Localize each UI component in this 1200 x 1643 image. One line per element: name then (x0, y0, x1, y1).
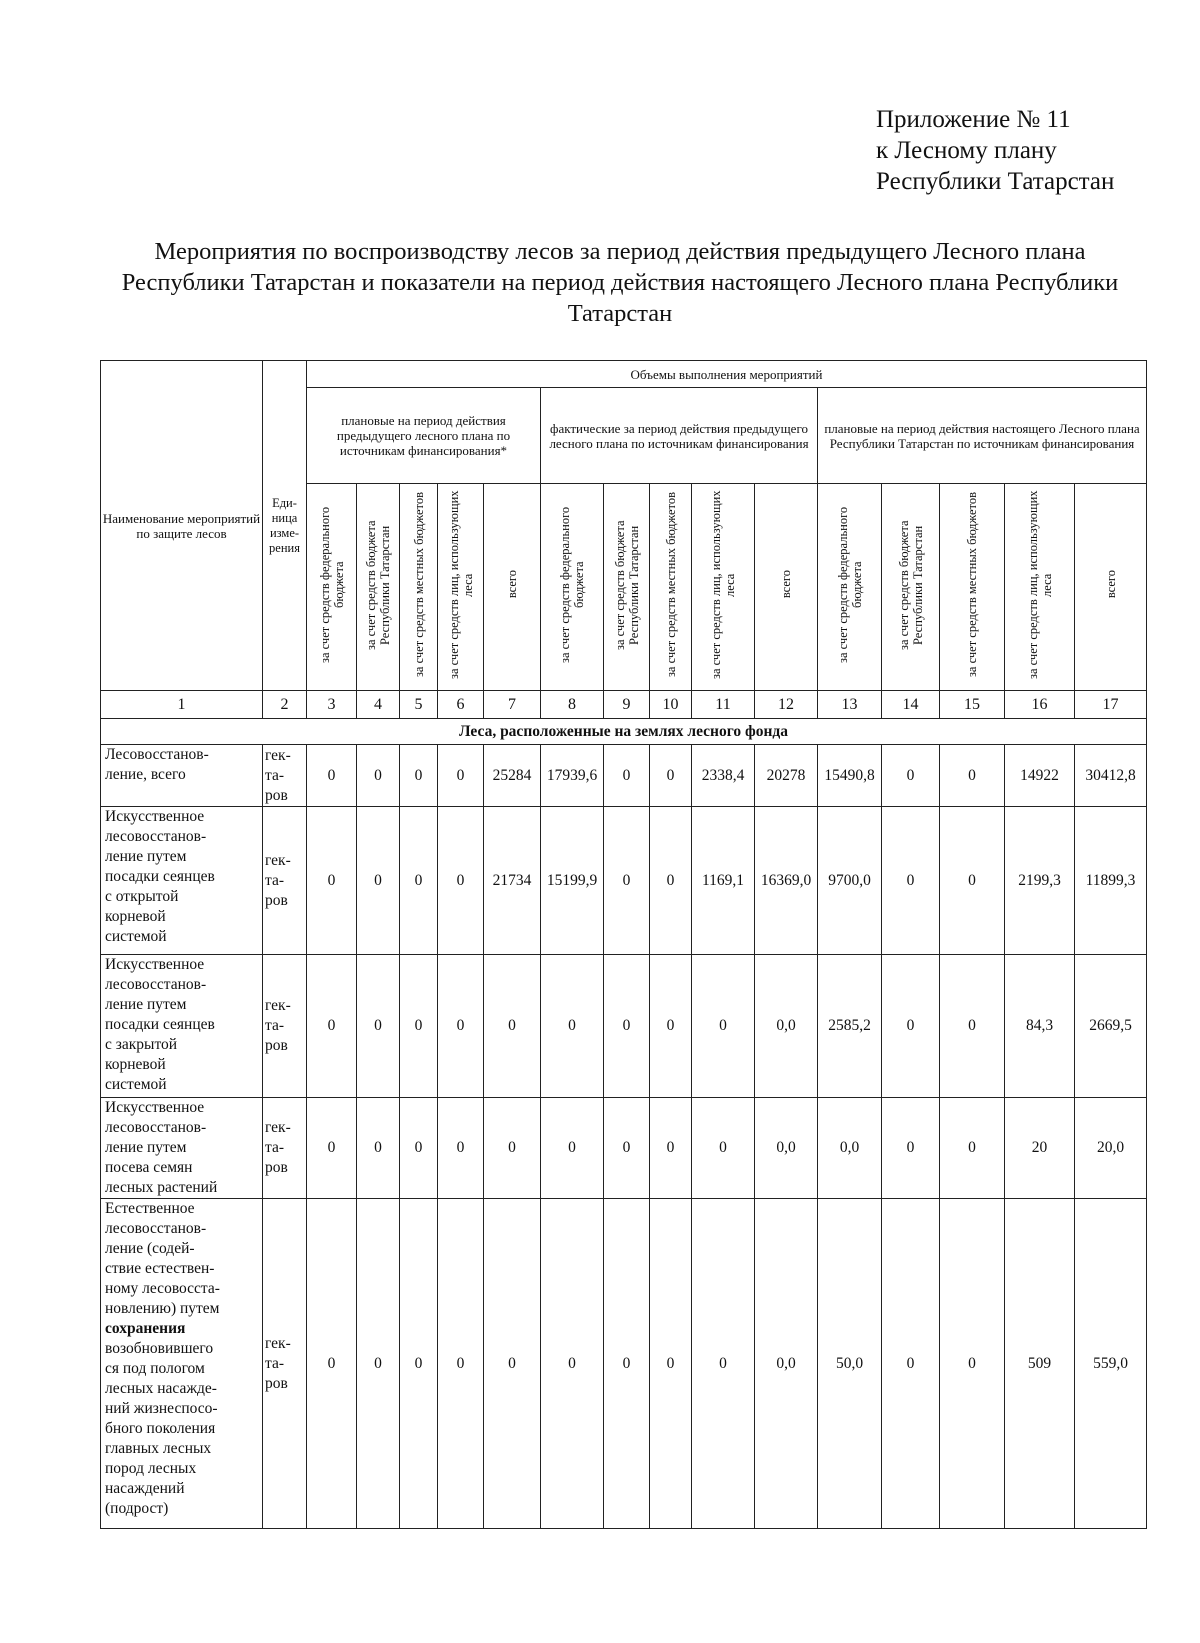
value-cell: 0 (882, 955, 940, 1098)
subheader-cell (1075, 484, 1147, 691)
row-name-line: лесовосстанов- (105, 828, 207, 845)
table-row (101, 745, 1147, 807)
value-cell: 0 (357, 1199, 400, 1529)
subheader-label: за счет средств лиц, использующих леса (709, 490, 737, 679)
value-cell: 0 (650, 1199, 692, 1529)
value-cell: 0 (400, 745, 438, 807)
value-cell: 0 (882, 745, 940, 807)
value-cell: 0 (692, 955, 755, 1098)
subheader-cell (650, 484, 692, 691)
subheader-cell (882, 484, 940, 691)
column-number: 6 (438, 691, 484, 719)
row-name-line: ний жизнеспосо- (105, 1400, 218, 1417)
value-cell: 0 (438, 745, 484, 807)
row-name-line: ление (содей- (105, 1240, 195, 1257)
subheader-label: всего (505, 570, 519, 599)
column-number: 13 (818, 691, 882, 719)
table-row (101, 955, 1147, 1098)
value-cell: 0 (438, 1199, 484, 1529)
value-cell: 0 (484, 1199, 541, 1529)
column-number: 9 (604, 691, 650, 719)
row-name-line: ному лесовосста- (105, 1280, 220, 1297)
value-cell: 0 (484, 955, 541, 1098)
value-cell: 0 (940, 1098, 1005, 1199)
subheader-label: за счет средств местных бюджетов (663, 491, 678, 678)
value-cell: 0 (692, 1199, 755, 1529)
row-name-line: лесных насажде- (105, 1380, 217, 1397)
row-name-line: возобновившего (105, 1340, 214, 1357)
value-cell: 0 (307, 1199, 357, 1529)
value-cell: 25284 (484, 745, 541, 807)
row-name-line: корневой (105, 1056, 166, 1073)
value-cell: 20,0 (1075, 1098, 1147, 1199)
value-cell: 0 (650, 1098, 692, 1199)
subheader-label: за счет средств бюджета Республики Татарстан (364, 519, 392, 650)
subheader-label: всего (779, 570, 793, 599)
column-number: 1 (101, 691, 263, 719)
appendix-line: Республики Татарстан (876, 168, 1115, 195)
appendix-line: Приложение № 11 (876, 106, 1071, 133)
row-name-line: новлению) путем (105, 1300, 220, 1317)
value-cell: 0 (650, 807, 692, 955)
value-cell: 14922 (1005, 745, 1075, 807)
value-cell: 0 (307, 745, 357, 807)
value-cell: 0 (400, 955, 438, 1098)
value-cell: 11899,3 (1075, 807, 1147, 955)
section-header: Леса, расположенные на землях лесного фонда (101, 719, 1147, 745)
value-cell: 9700,0 (818, 807, 882, 955)
row-name-line: Искусственное (105, 1099, 205, 1116)
subheader-label: за счет средств местных бюджетов (965, 491, 979, 678)
value-cell: 0 (940, 955, 1005, 1098)
subheader-cell (438, 484, 484, 691)
value-cell: 0 (604, 1199, 650, 1529)
row-name-line: главных лесных (105, 1440, 212, 1457)
row-name (101, 1199, 263, 1529)
subheader-cell (604, 484, 650, 691)
column-number: 4 (357, 691, 400, 719)
value-cell: 0 (400, 1199, 438, 1529)
subheader-label: за счет средств местных бюджетов (411, 491, 426, 678)
row-unit: гек- та- ров (263, 955, 307, 1098)
appendix-line: к Лесному плану (876, 137, 1057, 164)
column-number: 3 (307, 691, 357, 719)
header-name: Наименование мероприятий по защите лесов (101, 361, 263, 691)
column-number: 2 (263, 691, 307, 719)
value-cell: 30412,8 (1075, 745, 1147, 807)
row-name-line: лесовосстанов- (105, 1119, 207, 1136)
row-name-line: посадки сеянцев (105, 868, 215, 885)
subheader-label: за счет средств лиц, использующих леса (446, 490, 475, 679)
header-group-planned-previous: плановые на период действия предыдущего лесного плана по источникам финансирования* (307, 388, 541, 484)
value-cell: 16369,0 (755, 807, 818, 955)
row-unit: гек- та- ров (263, 745, 307, 807)
subheader-cell (1005, 484, 1075, 691)
value-cell: 0 (357, 955, 400, 1098)
subheader-label: за счет средств федерального бюджета (317, 506, 346, 663)
value-cell: 0 (438, 955, 484, 1098)
value-cell: 0 (541, 955, 604, 1098)
column-number: 15 (940, 691, 1005, 719)
row-name-line: с закрытой (105, 1036, 178, 1053)
value-cell: 50,0 (818, 1199, 882, 1529)
value-cell: 0 (882, 807, 940, 955)
column-number: 14 (882, 691, 940, 719)
value-cell: 0 (940, 745, 1005, 807)
row-name (101, 955, 263, 1098)
value-cell: 559,0 (1075, 1199, 1147, 1529)
subheader-cell (484, 484, 541, 691)
subheader-cell (940, 484, 1005, 691)
appendix-note (876, 104, 1114, 197)
row-name-line: ствие естествен- (105, 1260, 215, 1277)
value-cell: 0 (307, 955, 357, 1098)
document-title: Мероприятия по воспроизводству лесов за период действия предыдущего Лесного плана Республики Татарстан и показатели на период действия настоящего Лесного плана Республики Татарстан (121, 238, 1119, 327)
row-name-line: лесных растений (105, 1179, 218, 1196)
row-name-line: бного поколения (105, 1420, 216, 1437)
value-cell: 15199,9 (541, 807, 604, 955)
value-cell: 84,3 (1005, 955, 1075, 1098)
header-unit: Еди-ница изме-рения (263, 361, 307, 691)
value-cell: 15490,8 (818, 745, 882, 807)
subheader-label: за счет средств лиц, использующих леса (1025, 490, 1054, 679)
header-group-actual-previous: фактические за период действия предыдущего лесного плана по источникам финансирования (541, 388, 818, 484)
value-cell: 20 (1005, 1098, 1075, 1199)
row-name-line: насаждений (105, 1480, 185, 1497)
value-cell: 0 (307, 1098, 357, 1199)
row-name-line: лесовосстанов- (105, 976, 207, 993)
subheader-cell (400, 484, 438, 691)
value-cell: 0 (940, 1199, 1005, 1529)
column-number: 17 (1075, 691, 1147, 719)
value-cell: 0 (484, 1098, 541, 1199)
value-cell: 0,0 (755, 1199, 818, 1529)
value-cell: 0 (882, 1199, 940, 1529)
column-number: 5 (400, 691, 438, 719)
subheader-label: всего (1103, 570, 1118, 599)
row-name-line: посадки сеянцев (105, 1016, 215, 1033)
value-cell: 0 (357, 745, 400, 807)
value-cell: 0 (400, 1098, 438, 1199)
subheader-label: за счет средств бюджета Республики Татарстан (896, 519, 925, 650)
row-name-line: с открытой (105, 888, 179, 905)
column-number: 8 (541, 691, 604, 719)
value-cell: 0 (541, 1199, 604, 1529)
table-row (101, 807, 1147, 955)
value-cell: 509 (1005, 1199, 1075, 1529)
value-cell: 0 (940, 807, 1005, 955)
row-name-line: Лесовосстанов- (105, 746, 209, 763)
value-cell: 0 (692, 1098, 755, 1199)
row-unit: гек- та- ров (263, 1098, 307, 1199)
row-name-line: ся под пологом (105, 1360, 205, 1377)
row-name (101, 745, 263, 807)
column-number: 11 (692, 691, 755, 719)
row-unit: гек- та- ров (263, 1199, 307, 1529)
reforestation-table (100, 360, 1147, 1529)
row-name-line: сохранения (105, 1320, 186, 1337)
value-cell: 0 (604, 745, 650, 807)
value-cell: 0,0 (755, 1098, 818, 1199)
row-name-line: пород лесных (105, 1460, 197, 1477)
subheader-cell (307, 484, 357, 691)
row-name-line: Естественное (105, 1200, 195, 1217)
value-cell: 2585,2 (818, 955, 882, 1098)
header-volumes: Объемы выполнения мероприятий (307, 361, 1147, 388)
value-cell: 0 (604, 1098, 650, 1199)
value-cell: 0 (400, 807, 438, 955)
value-cell: 0 (438, 807, 484, 955)
value-cell: 0 (604, 807, 650, 955)
row-name-line: ление путем (105, 996, 187, 1013)
row-name-line: лесовосстанов- (105, 1220, 207, 1237)
value-cell: 0 (307, 807, 357, 955)
row-name-line: посева семян (105, 1159, 193, 1176)
value-cell: 0 (882, 1098, 940, 1199)
subheader-cell (755, 484, 818, 691)
value-cell: 2338,4 (692, 745, 755, 807)
row-name-line: Искусственное (105, 956, 205, 973)
value-cell: 0 (650, 745, 692, 807)
row-name-line: Искусственное (105, 808, 205, 825)
row-name-line: корневой (105, 908, 166, 925)
column-number: 16 (1005, 691, 1075, 719)
subheader-cell (357, 484, 400, 691)
row-name (101, 807, 263, 955)
table-row (101, 1098, 1147, 1199)
value-cell: 0,0 (818, 1098, 882, 1199)
row-name-line: ление путем (105, 1139, 187, 1156)
subheader-label: за счет средств федерального бюджета (835, 506, 864, 663)
value-cell: 2669,5 (1075, 955, 1147, 1098)
value-cell: 2199,3 (1005, 807, 1075, 955)
row-name-line: системой (105, 928, 167, 945)
value-cell: 0 (357, 1098, 400, 1199)
value-cell: 0,0 (755, 955, 818, 1098)
value-cell: 20278 (755, 745, 818, 807)
subheader-label: за счет средств бюджета Республики Татарстан (612, 519, 641, 650)
header-group-planned-current: плановые на период действия настоящего Лесного плана Республики Татарстан по источникам финансирования (818, 388, 1147, 484)
column-number: 12 (755, 691, 818, 719)
value-cell: 0 (650, 955, 692, 1098)
row-name-line: системой (105, 1076, 167, 1093)
subheader-cell (818, 484, 882, 691)
column-number: 10 (650, 691, 692, 719)
value-cell: 0 (357, 807, 400, 955)
row-name-line: (подрост) (105, 1500, 169, 1517)
subheader-label: за счет средств федерального бюджета (558, 506, 586, 663)
value-cell: 17939,6 (541, 745, 604, 807)
row-name (101, 1098, 263, 1199)
row-unit: гек- та- ров (263, 807, 307, 955)
value-cell: 0 (541, 1098, 604, 1199)
row-name-line: ление, всего (105, 766, 186, 783)
column-number: 7 (484, 691, 541, 719)
subheader-cell (541, 484, 604, 691)
table-row (101, 1199, 1147, 1529)
value-cell: 21734 (484, 807, 541, 955)
value-cell: 0 (438, 1098, 484, 1199)
value-cell: 1169,1 (692, 807, 755, 955)
value-cell: 0 (604, 955, 650, 1098)
row-name-line: ление путем (105, 848, 187, 865)
subheader-cell (692, 484, 755, 691)
